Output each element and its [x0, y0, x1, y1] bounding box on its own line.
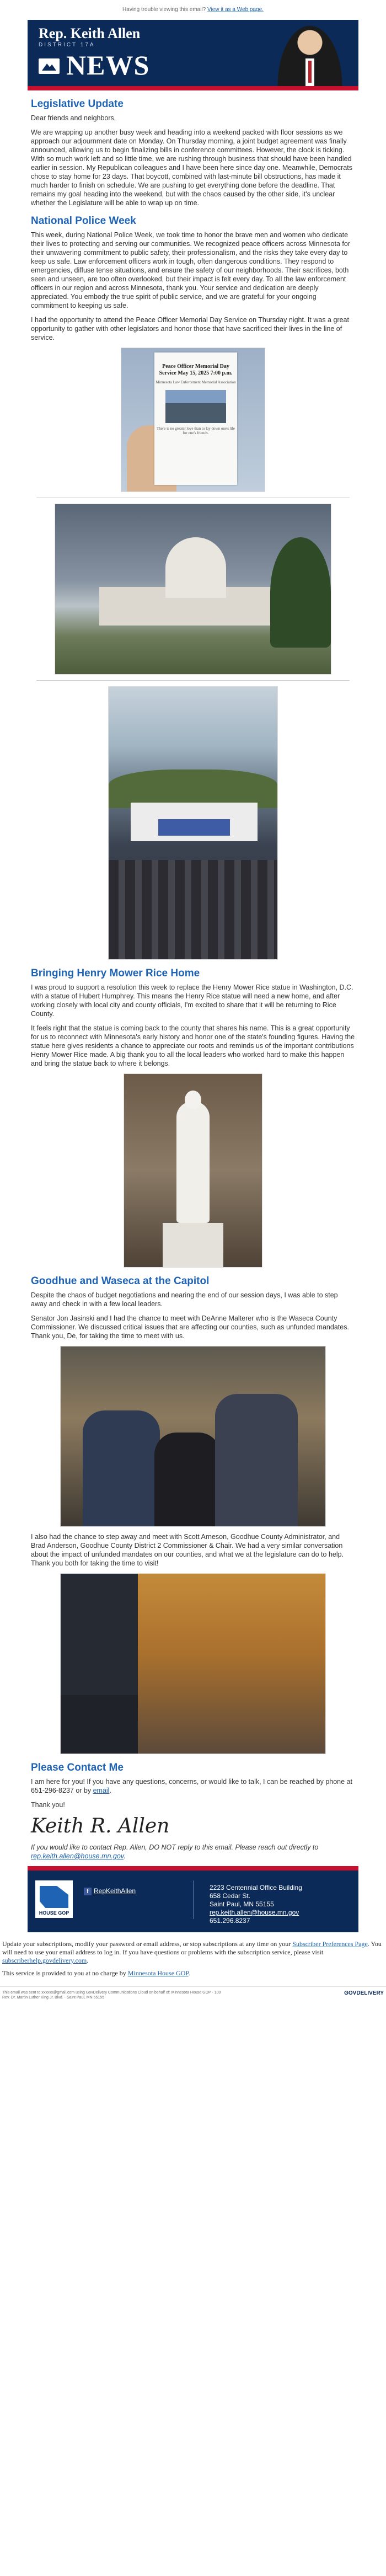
- rice-paragraph-1: I was proud to support a resolution this week to replace the Henry Mower Rice statue in Washington, D.C. with a statue of Hubert Humphrey. This means the Henry Rice statue will need a new home, and after working closely with local city and county officials, I'm excited to share that it will be returning to Rice County.: [31, 984, 353, 1018]
- capitol-photo: [55, 504, 331, 675]
- footer-stripe: [28, 1866, 358, 1870]
- subscription-legal: [0, 1932, 386, 1981]
- note-text: If you would like to contact Rep. Allen, DO NOT reply to this email. Please reach out directly to: [31, 1843, 319, 1851]
- memorial-program-photo: [121, 348, 265, 492]
- main-content: [28, 98, 358, 1861]
- goodhue-meeting-photo: [60, 1573, 326, 1754]
- rice-statue-photo: [124, 1073, 262, 1268]
- footer: [28, 1866, 358, 1932]
- tree-shape: [270, 537, 331, 648]
- district-label: DISTRICT 17A: [39, 42, 95, 48]
- legal-line-1: [2, 1940, 384, 1965]
- contact-text: I am here for you! If you have any questions, concerns, or would like to talk, I can be reached by phone at 651-296-8237 or by: [31, 1778, 352, 1794]
- address-line-3: Saint Paul, MN 55155: [210, 1900, 274, 1908]
- crowd-shape: [109, 860, 277, 959]
- legal-text: .: [87, 1957, 89, 1964]
- subscriber-help-link[interactable]: subscriberhelp.govdelivery.com: [2, 1957, 87, 1964]
- address-line-1: 2223 Centennial Office Building: [210, 1884, 302, 1891]
- person-shape: [61, 1574, 138, 1695]
- divider: [36, 680, 350, 681]
- legal-text: Update your subscriptions, modify your password or email address, or stop subscriptions at any time on your: [2, 1940, 293, 1948]
- govdelivery-notice: [2, 1990, 221, 2000]
- memorial-ceremony-photo: [108, 686, 278, 960]
- police-paragraph-1: This week, during National Police Week, we took time to honor the brave men and women who dedicate their lives to protecting and serving our communities. We recognized peace officers across Minnesota for their unwavering commitment to public safety, their professionalism, and the risks they take every day to keep us safe. Law enforcement officers work in tough, often dangerous conditions. They respond to emergencies, diffuse tense situations, and ensure the safety of our neighborhoods. Their sacrifices, both seen and unseen, are too often overlooked, but their impact is felt every day. To all the law enforcement officers in our region and across Minnesota, thank you. Your service and dedication are deeply appreciated. You embody the true spirit of public service, and we are grateful for your ongoing commitment to keeping us safe.: [31, 231, 350, 309]
- footer-divider: [193, 1880, 194, 1919]
- person-shape: [61, 1695, 138, 1754]
- rep-email-link[interactable]: rep.keith.allen@house.mn.gov: [31, 1852, 124, 1860]
- legislative-paragraph: We are wrapping up another busy week and heading into a weekend packed with floor sessions as we approach our adjournment date on Monday. On Thursday morning, a joint budget agreement was finally announced, allowing us to begin finalizing bills in conference committees. However, the clock is ticking. With so much work left and so little time, we are rushing through business that should have been handled earlier in session. My Republican colleagues and I have been here since day one. Meanwhile, Democrats chose to stay home for 23 days. That boycott, combined with last-minute bill obstructions, has made it much harder to finish on schedule. We are pushing to get everything done before the deadline. That remains my goal heading into the weekend, but with the chaos caused by the other side, it's unclear whether the Legislature will be able to wrap up on time.: [31, 129, 352, 207]
- note-text-end: .: [124, 1852, 126, 1860]
- facebook-link[interactable]: RepKeithAllen: [94, 1887, 136, 1895]
- footer-address: [210, 1884, 302, 1925]
- rep-name: Rep. Keith Allen: [39, 25, 141, 41]
- govdelivery-logo[interactable]: GOVDELIVERY: [344, 1990, 384, 1996]
- minnesota-flag-icon: [39, 58, 60, 74]
- govdelivery-notice-line-1: This email was sent to xxxxxx@gmail.com using GovDelivery Communications Cloud on behalf of: Minnesota House GOP · 100: [2, 1991, 221, 1995]
- govdelivery-footer: [0, 1986, 386, 2001]
- person-shape: [154, 1433, 221, 1526]
- section-title-goodhue: Goodhue and Waseca at the Capitol: [31, 1275, 210, 1287]
- facebook-link-row: [84, 1887, 136, 1895]
- program-sub: Minnesota Law Enforcement Memorial Association: [156, 380, 236, 384]
- capitol-dome: [165, 537, 226, 598]
- view-online-text: Having trouble viewing this email?: [122, 7, 208, 13]
- legal-text: .: [188, 1969, 190, 1977]
- house-gop-link[interactable]: Minnesota House GOP: [127, 1969, 189, 1977]
- legal-text: . You will need to use your email address to log in. If you have questions or problems with the subscription service, please visit: [2, 1940, 382, 1956]
- facebook-icon[interactable]: f: [84, 1888, 92, 1895]
- program-title: Peace Officer Memorial Day Service May 15, 2025 7:00 p.m.: [159, 364, 233, 376]
- rep-portrait: [277, 24, 343, 89]
- legal-text: This service is provided to you at no charge by: [2, 1969, 128, 1977]
- greeting: Dear friends and neighbors,: [31, 114, 116, 122]
- logo-text: HOUSE GOP: [39, 1910, 69, 1916]
- view-online-link[interactable]: View it as a Web page.: [207, 7, 264, 13]
- govdelivery-notice-line-2: Rev. Dr. Martin Luther King Jr. Blvd. · Saint Paul, MN 55155: [2, 1996, 105, 2000]
- banner-stripe: [28, 86, 358, 90]
- program-photo: [165, 390, 226, 423]
- subscriber-preferences-link[interactable]: Subscriber Preferences Page: [292, 1940, 368, 1948]
- goodhue-paragraph-2: Senator Jon Jasinski and I had the chance to meet with DeAnne Malterer who is the Waseca County Commissioner. We discussed critical issues that are affecting our counties, such as unfunded mandates. Thank you, De, for taking the time to meet with us.: [31, 1314, 349, 1340]
- contact-note: [31, 1843, 355, 1861]
- rice-paragraph-2: It feels right that the statue is coming back to the county that shares his name. This is a great opportunity for us to reconnect with Minnesota's early history and honor one of the state's founding figures. Having the statue here gives residents a chance to appreciate our roots and reminds us of the important contributions Henry Mower Rice made. A big thank you to all the local leaders who worked hard to make this happen and bring the statue back to where it belongs.: [31, 1024, 355, 1067]
- footer-phone: 651.296.8237: [210, 1917, 250, 1925]
- house-gop-logo: [35, 1880, 73, 1918]
- statue-base: [163, 1223, 223, 1267]
- contact-text-end: .: [109, 1787, 111, 1794]
- contact-paragraph: [31, 1777, 355, 1795]
- footer-email-link[interactable]: rep.keith.allen@house.mn.gov: [210, 1909, 299, 1916]
- thank-you: Thank you!: [31, 1801, 65, 1809]
- newsletter: [28, 20, 358, 1932]
- program-paper: [154, 352, 237, 485]
- contact-email-link[interactable]: email: [93, 1787, 110, 1794]
- section-title-legislative: Legislative Update: [31, 98, 124, 110]
- header-banner: [28, 20, 358, 90]
- person-shape: [83, 1410, 160, 1526]
- address-line-2: 658 Cedar St.: [210, 1892, 251, 1900]
- tent-shape: [131, 803, 258, 841]
- program-caption: There is no greater love than to lay down one's life for one's friends.: [157, 426, 235, 435]
- police-paragraph-2: I had the opportunity to attend the Peace Officer Memorial Day Service on Thursday night. It was a great opportunity to gather with other legislators and honor those that have sacrificed their lives in the line of service.: [31, 316, 349, 341]
- waseca-meeting-photo: [60, 1346, 326, 1527]
- view-online-bar: [0, 0, 386, 20]
- statue-head: [185, 1091, 201, 1109]
- section-title-police: National Police Week: [31, 215, 136, 227]
- goodhue-paragraph-1: Despite the chaos of budget negotiations and nearing the end of our session days, I was able to step away and check in with a few local leaders.: [31, 1291, 338, 1308]
- section-title-contact: Please Contact Me: [31, 1762, 124, 1773]
- legal-line-2: [2, 1969, 384, 1978]
- signature: Keith R. Allen: [31, 1815, 170, 1837]
- person-shape: [215, 1394, 298, 1526]
- section-title-rice: Bringing Henry Mower Rice Home: [31, 968, 200, 979]
- goodhue-paragraph-3: I also had the chance to step away and meet with Scott Arneson, Goodhue County Administrator, and Brad Anderson, Goodhue County District 2 Commissioner & Chair. We had a very similar conversation about the impact of unfunded mandates on our counties, and what we at the legislature can do to help. Thank you both for taking the time to visit!: [31, 1533, 344, 1567]
- statue-figure: [176, 1102, 210, 1223]
- news-title: NEWS: [66, 50, 150, 81]
